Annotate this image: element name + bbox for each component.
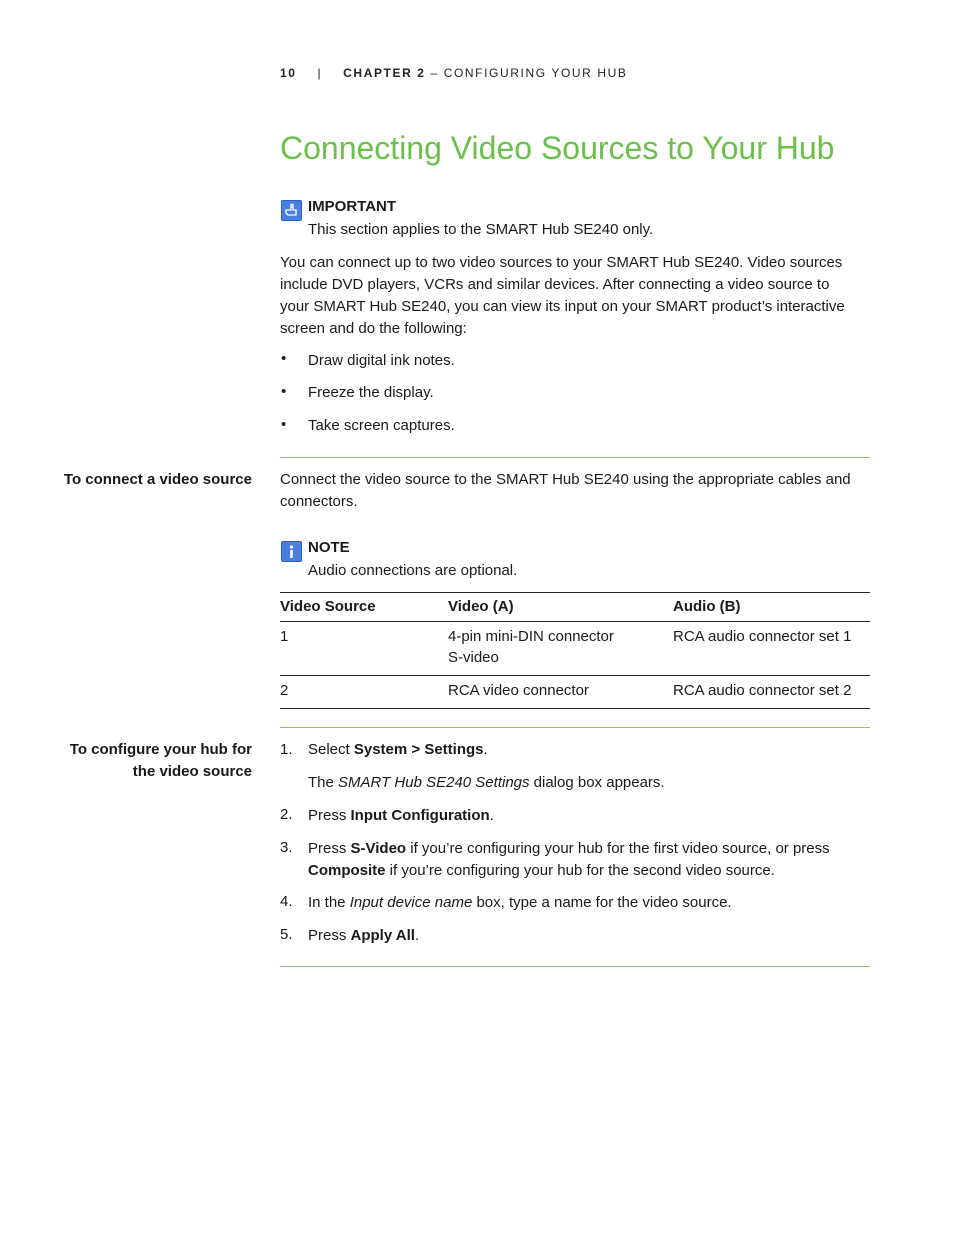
important-text: This section applies to the SMART Hub SE240 only.	[308, 221, 654, 238]
header-separator: |	[317, 66, 323, 80]
bullet-item: Draw digital ink notes.	[308, 352, 455, 369]
configure-heading-line: To configure your hub for	[69, 741, 252, 758]
column-header: Video (A)	[448, 593, 673, 622]
configure-heading-line: the video source	[132, 763, 252, 780]
column-header: Video Source	[280, 593, 448, 622]
intro-line: your SMART Hub SE240, you can view its input on your SMART product’s interactive	[280, 298, 845, 315]
bullet-marker: •	[281, 416, 287, 433]
step-text: Press Input Configuration.	[308, 807, 494, 824]
table-row	[280, 676, 870, 709]
step-number: 4.	[280, 893, 293, 910]
step-number: 3.	[280, 839, 293, 856]
running-header	[280, 66, 628, 80]
connect-line: Connect the video source to the SMART Hub SE240 using the appropriate cables and	[280, 471, 851, 488]
table-row	[280, 622, 870, 676]
chapter-title: – CONFIGURING YOUR HUB	[425, 66, 628, 80]
intro-line: include DVD players, VCRs and similar devices. After connecting a video source to	[280, 276, 830, 293]
bullet-item: Freeze the display.	[308, 384, 434, 401]
intro-line: You can connect up to two video sources to your SMART Hub SE240. Video sources	[280, 254, 843, 271]
step-number: 1.	[280, 741, 293, 758]
bullet-marker: •	[281, 350, 287, 367]
step-number: 2.	[280, 806, 293, 823]
cell-video	[448, 622, 673, 676]
connect-paragraph	[280, 469, 851, 513]
pointing-hand-icon	[281, 200, 302, 221]
bullet-item: Take screen captures.	[308, 417, 455, 434]
intro-line: screen and do the following:	[280, 320, 467, 337]
cell-audio: RCA audio connector set 2	[673, 676, 870, 709]
step-result: The SMART Hub SE240 Settings dialog box appears.	[308, 774, 665, 791]
column-header: Audio (B)	[673, 593, 870, 622]
cell-source: 1	[280, 622, 448, 676]
cell-video: RCA video connector	[448, 676, 673, 709]
note-text: Audio connections are optional.	[308, 562, 518, 579]
section-divider	[280, 966, 870, 967]
cell-video-line: 4-pin mini-DIN connector	[448, 628, 614, 645]
info-icon	[281, 541, 302, 562]
page-number: 10	[280, 66, 297, 80]
table-header-row	[280, 593, 870, 622]
step-text: Select System > Settings.	[308, 741, 488, 758]
section-divider	[280, 727, 870, 728]
cell-audio: RCA audio connector set 1	[673, 622, 870, 676]
step-number: 5.	[280, 926, 293, 943]
cell-source: 2	[280, 676, 448, 709]
step-text: Press Apply All.	[308, 927, 420, 944]
configure-heading	[70, 739, 252, 783]
section-divider	[280, 457, 870, 458]
step-text: Press S-Video if you’re configuring your hub for the first video source, or press Composite if you’re configuring your hub for the second video source.	[308, 840, 830, 879]
important-label: IMPORTANT	[308, 198, 397, 215]
connect-line: connectors.	[280, 493, 358, 510]
step-text: In the Input device name box, type a name for the video source.	[308, 894, 732, 911]
video-source-table	[280, 592, 870, 709]
intro-paragraph	[280, 252, 845, 340]
bullet-marker: •	[281, 383, 287, 400]
page-title: Connecting Video Sources to Your Hub	[280, 130, 835, 166]
note-label: NOTE	[308, 539, 350, 556]
chapter-label: CHAPTER 2	[343, 66, 426, 80]
cell-video-line: S-video	[448, 649, 499, 666]
connect-heading: To connect a video source	[63, 471, 252, 488]
